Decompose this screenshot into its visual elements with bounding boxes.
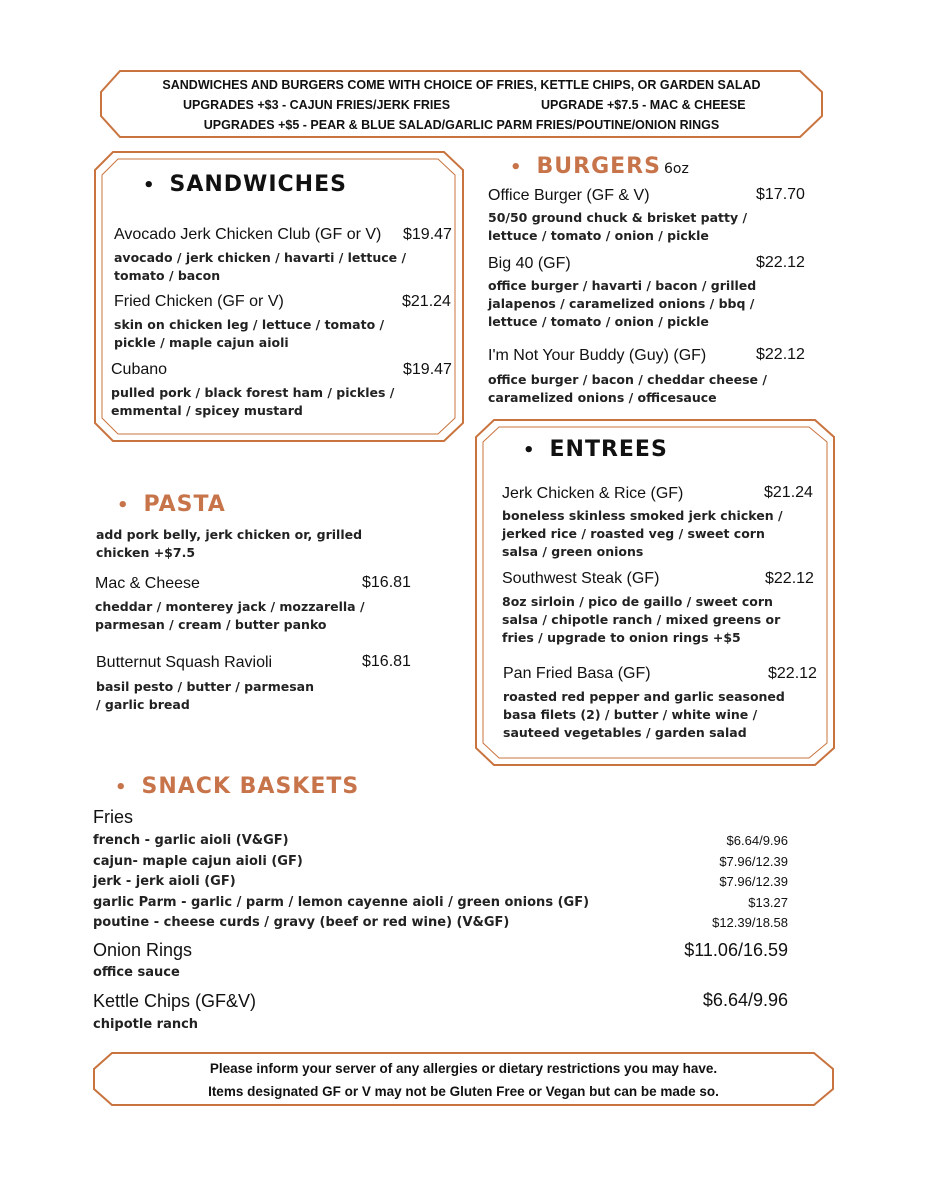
burger-item-name: Office Burger (GF & V) <box>488 187 650 204</box>
fries-item: french - garlic aioli (V&GF) <box>93 833 289 848</box>
desc-line: fries / upgrade to onion rings +$5 <box>502 630 741 645</box>
desc-line: sauteed vegetables / garden salad <box>503 725 747 740</box>
entree-item-price: $22.12 <box>765 570 814 587</box>
fries-item: jerk - jerk aioli (GF) <box>93 874 236 889</box>
burger-item-price: $22.12 <box>756 346 805 363</box>
desc-line: office burger / bacon / cheddar cheese / <box>488 372 767 387</box>
bottom-notice <box>94 1057 833 1103</box>
desc-line: / garlic bread <box>96 697 190 712</box>
fries-item: poutine - cheese curds / gravy (beef or red wine) (V&GF) <box>93 915 510 930</box>
snacks-bullet: • <box>115 777 128 798</box>
desc-line: tomato / bacon <box>114 268 221 283</box>
desc-line: lettuce / tomato / onion / pickle <box>488 314 709 329</box>
sandwiches-bullet: • <box>143 175 156 196</box>
pasta-item-price: $16.81 <box>362 653 411 670</box>
top-notice-line1: SANDWICHES AND BURGERS COME WITH CHOICE OF FRIES, KETTLE CHIPS, OR GARDEN SALAD <box>162 78 761 92</box>
desc-line: add pork belly, jerk chicken or, grilled <box>96 527 363 542</box>
sandwich-item-name: Avocado Jerk Chicken Club (GF or V) <box>114 226 382 243</box>
fries-item: garlic Parm - garlic / parm / lemon cayenne aioli / green onions (GF) <box>93 894 590 910</box>
burger-item-price: $22.12 <box>756 254 805 271</box>
sandwiches-title: SANDWICHES <box>169 172 347 197</box>
desc-line: salsa / green onions <box>502 544 644 559</box>
desc-line: roasted red pepper and garlic seasoned <box>503 689 785 704</box>
desc-line: 50/50 ground chuck & brisket patty / <box>488 210 748 225</box>
sandwich-item-price: $21.24 <box>402 293 451 310</box>
desc-line: basil pesto / butter / parmesan <box>96 679 314 694</box>
top-notice-line2-right: UPGRADE +$7.5 - MAC & CHEESE <box>541 98 746 112</box>
pasta-item-name: Mac & Cheese <box>95 575 200 592</box>
desc-line: pickle / maple cajun aioli <box>114 335 289 350</box>
onion-rings-desc: office sauce <box>93 965 180 980</box>
pasta-item-name: Butternut Squash Ravioli <box>96 654 273 671</box>
sandwich-item-name: Cubano <box>111 361 168 378</box>
desc-line: emmental / spicey mustard <box>111 403 303 418</box>
fries-price: $13.27 <box>748 894 788 910</box>
bottom-notice-line2: Items designated GF or V may not be Gluten Free or Vegan but can be made so. <box>208 1084 719 1099</box>
fries-price: $12.39/18.58 <box>712 915 788 930</box>
kettle-chips-price: $6.64/9.96 <box>702 990 788 1010</box>
entree-item-price: $22.12 <box>768 665 817 682</box>
entree-item-name: Pan Fried Basa (GF) <box>503 665 651 682</box>
kettle-chips-desc: chipotle ranch <box>93 1017 199 1032</box>
desc-line: parmesan / cream / butter panko <box>95 617 327 632</box>
desc-line: lettuce / tomato / onion / pickle <box>488 228 709 243</box>
fries-price: $6.64/9.96 <box>726 833 788 848</box>
entrees-title: ENTREES <box>549 437 668 462</box>
desc-line: avocado / jerk chicken / havarti / lettuce / <box>114 250 407 265</box>
desc-line: skin on chicken leg / lettuce / tomato / <box>114 317 385 332</box>
burger-item-name: Big 40 (GF) <box>488 255 571 272</box>
bottom-notice-line1: Please inform your server of any allergies or dietary restrictions you may have. <box>209 1061 718 1076</box>
entree-item-name: Jerk Chicken & Rice (GF) <box>502 485 684 502</box>
burgers-bullet: • <box>510 157 523 178</box>
sandwich-item-price: $19.47 <box>403 361 452 378</box>
desc-line: basa filets (2) / butter / white wine / <box>503 707 758 722</box>
burger-item-price: $17.70 <box>756 186 805 203</box>
desc-line: pulled pork / black forest ham / pickles / <box>111 385 395 400</box>
desc-line: cheddar / monterey jack / mozzarella / <box>95 599 365 614</box>
desc-line: boneless skinless smoked jerk chicken / <box>502 508 783 523</box>
pasta-bullet: • <box>117 495 130 516</box>
fries-item: cajun- maple cajun aioli (GF) <box>93 853 303 869</box>
pasta-title: PASTA <box>143 492 226 517</box>
top-notice-line3: UPGRADES +$5 - PEAR & BLUE SALAD/GARLIC PARM FRIES/POUTINE/ONION RINGS <box>203 118 720 132</box>
fries-price: $7.96/12.39 <box>719 853 788 869</box>
desc-line: chicken +$7.5 <box>96 545 196 560</box>
desc-line: salsa / chipotle ranch / mixed greens or <box>502 612 781 627</box>
desc-line: 8oz sirloin / pico de gaillo / sweet corn <box>502 594 773 609</box>
burgers-title: BURGERS <box>536 154 661 179</box>
sandwich-item-name: Fried Chicken (GF or V) <box>114 293 284 310</box>
pasta-item-price: $16.81 <box>362 574 411 591</box>
entree-item-price: $21.24 <box>764 484 813 501</box>
burger-item-name: I'm Not Your Buddy (Guy) (GF) <box>488 347 707 364</box>
fries-title: Fries <box>93 807 133 827</box>
entree-item-name: Southwest Steak (GF) <box>502 570 660 587</box>
top-notice-line2-left: UPGRADES +$3 - CAJUN FRIES/JERK FRIES <box>183 98 451 112</box>
onion-rings-price: $11.06/16.59 <box>684 940 788 960</box>
sandwich-item-price: $19.47 <box>403 226 452 243</box>
fries-price: $7.96/12.39 <box>719 874 788 889</box>
onion-rings-name: Onion Rings <box>93 940 193 960</box>
desc-line: office burger / havarti / bacon / grilled <box>488 278 757 293</box>
desc-line: jalapenos / caramelized onions / bbq / <box>488 296 755 311</box>
desc-line: caramelized onions / officesauce <box>488 390 717 405</box>
entrees-bullet: • <box>523 440 536 461</box>
burgers-subtitle: 6oz <box>663 161 689 177</box>
snacks-title: SNACK BASKETS <box>141 774 360 799</box>
kettle-chips-name: Kettle Chips (GF&V) <box>93 991 257 1011</box>
desc-line: jerked rice / roasted veg / sweet corn <box>502 526 765 541</box>
